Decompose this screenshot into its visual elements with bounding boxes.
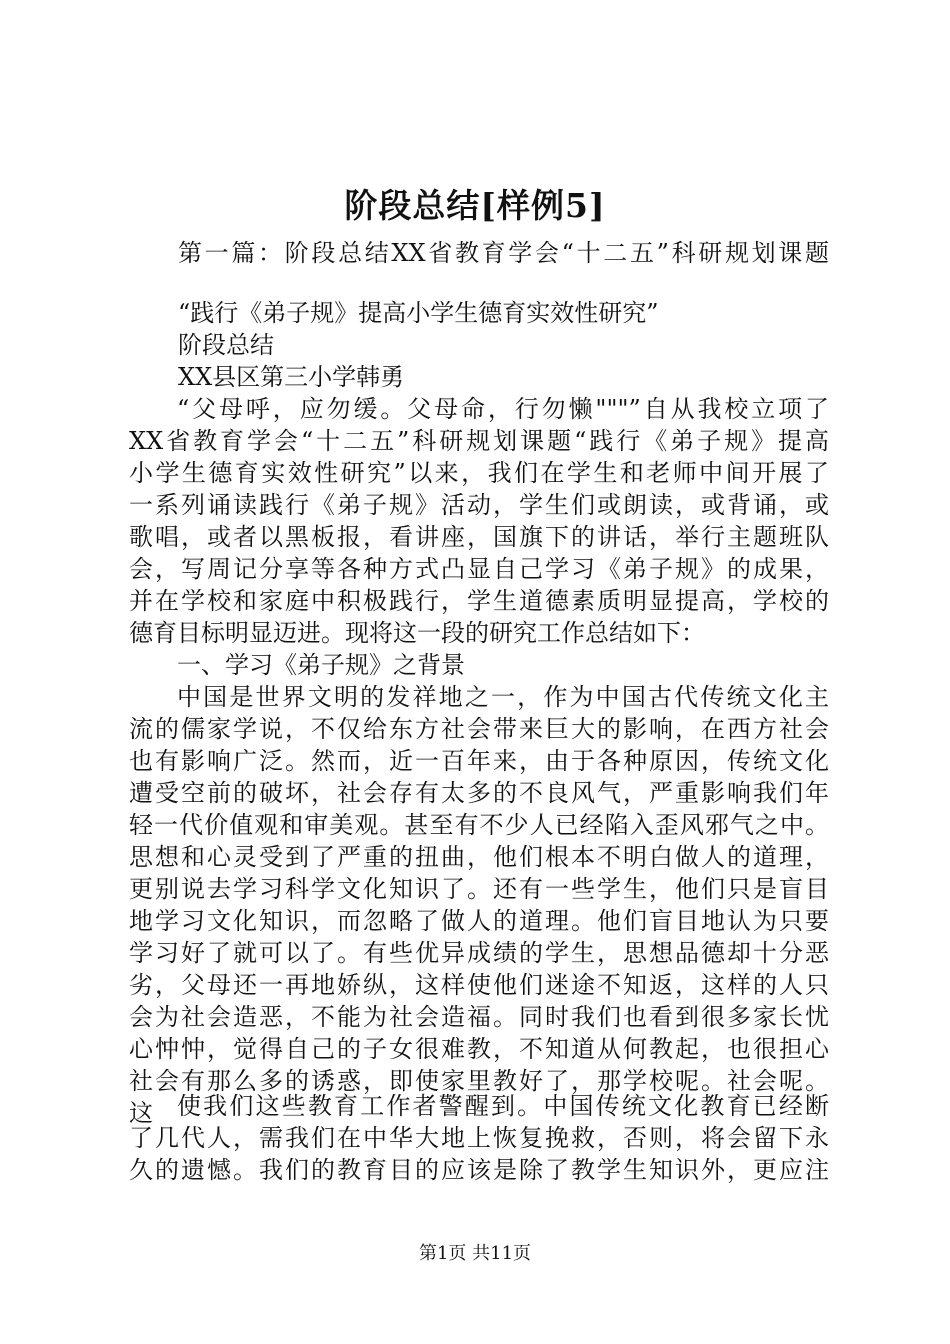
paragraph-line: 歌唱，或者以黑板报，看讲座，国旗下的讲话，举行主题班队 — [129, 523, 829, 551]
paragraph-line: 学习好了就可以了。有些优异成绩的学生，思想品德却十分恶 — [129, 939, 829, 967]
paragraph-line: 德育目标明显迈进。现将这一段的研究工作总结如下： — [129, 619, 705, 647]
paragraph-line: 这 — [129, 1099, 153, 1127]
paragraph-line: 心忡忡，觉得自己的子女很难教，不知道从何教起，也很担心 — [129, 1035, 829, 1063]
paragraph-line: 了几代人，需我们在中华大地上恢复挽救，否则，将会留下永 — [129, 1124, 829, 1152]
paragraph-line: 更别说去学习科学文化知识了。还有一些学生，他们只是盲目 — [129, 875, 829, 903]
paragraph-line: 会为社会造恶，不能为社会造福。同时我们也看到很多家长忧 — [129, 1003, 829, 1031]
paragraph-line: 并在学校和家庭中积极践行，学生道德素质明显提高，学校的 — [129, 587, 829, 615]
paragraph-line: 一系列诵读践行《弟子规》活动，学生们或朗读，或背诵，或 — [129, 491, 829, 519]
research-topic-line: “践行《弟子规》提高小学生德育实效性研究” — [178, 299, 659, 327]
paragraph-line: XX省教育学会“十二五”科研规划课题“践行《弟子规》提高 — [129, 427, 829, 455]
stage-summary-line: 阶段总结 — [178, 331, 274, 359]
author-line: XX县区第三小学韩勇 — [178, 363, 405, 391]
paragraph-line: 轻一代价值观和审美观。甚至有不少人已经陷入歪风邪气之中。 — [129, 811, 829, 839]
paragraph-line: 中国是世界文明的发祥地之一，作为中国古代传统文化主 — [177, 683, 829, 711]
paragraph-line: 会，写周记分享等各种方式凸显自己学习《弟子规》的成果， — [129, 555, 829, 583]
subtitle-block — [178, 237, 829, 269]
paragraph-line: 社会有那么多的诱惑，即使家里教好了，那学校呢。社会呢。 — [129, 1067, 829, 1095]
page-number-footer: 第1页 共11页 — [418, 1243, 532, 1264]
document-title: 阶段总结[样例5] — [344, 186, 606, 225]
paragraph-line: 久的遗憾。我们的教育目的应该是除了教学生知识外，更应注 — [129, 1156, 829, 1184]
paragraph-line: 流的儒家学说，不仅给东方社会带来巨大的影响，在西方社会 — [129, 715, 829, 743]
paragraph-line: 使我们这些教育工作者警醒到。中国传统文化教育已经断 — [177, 1092, 829, 1120]
paragraph-intro — [129, 393, 829, 1129]
paragraph-line: “父母呼，应勿缓。父母命，行勿懒"""”自从我校立项了 — [177, 395, 829, 423]
paragraph-line: 遭受空前的破坏，社会存有太多的不良风气，严重影响我们年 — [129, 779, 829, 807]
paragraph-continuation — [129, 1090, 829, 1186]
paragraph-line: 也有影响广泛。然而，近一百年来，由于各种原因，传统文化 — [129, 747, 829, 775]
heading-block — [178, 297, 829, 393]
subtitle-line: 第一篇：阶段总结XX省教育学会“十二五”科研规划课题 — [178, 239, 829, 267]
paragraph-line: 劣，父母还一再地娇纵，这样使他们迷途不知返，这样的人只 — [129, 971, 829, 999]
paragraph-line: 小学生德育实效性研究”以来，我们在学生和老师中间开展了 — [129, 459, 829, 487]
paragraph-line: 地学习文化知识，而忽略了做人的道理。他们盲目地认为只要 — [129, 907, 829, 935]
paragraph-line: 思想和心灵受到了严重的扭曲，他们根本不明白做人的道理， — [129, 843, 829, 871]
section-heading: 一、学习《弟子规》之背景 — [177, 651, 465, 679]
